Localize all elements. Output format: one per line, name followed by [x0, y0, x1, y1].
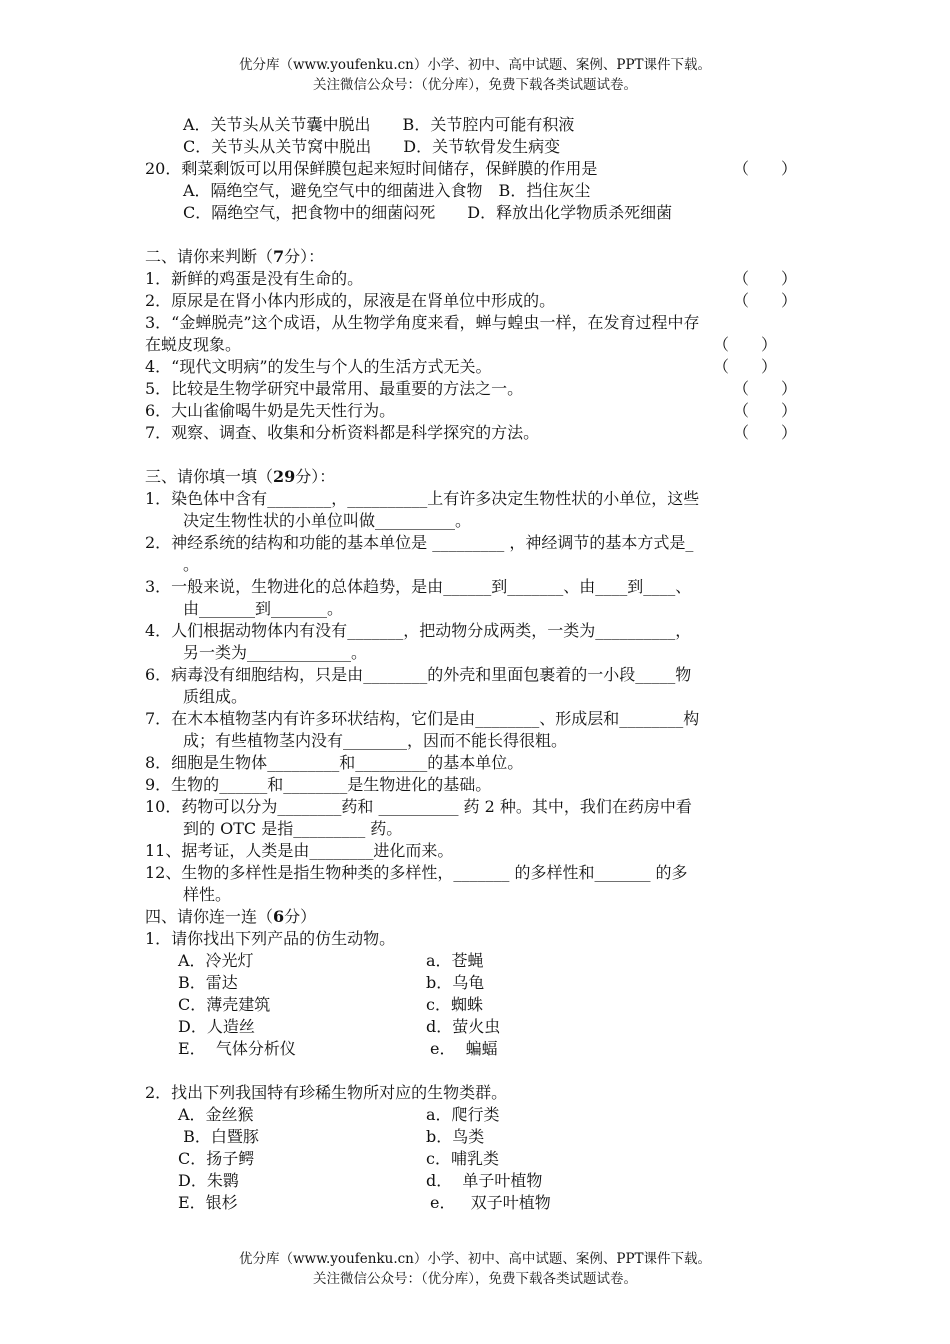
- fill-q4-cont: 另一类为_____________。: [183, 643, 368, 662]
- fill-q12: 12、生物的多样性是指生物种类的多样性，_______ 的多样性和_______ 的多: [145, 863, 688, 882]
- fill-q10-cont: 到的 OTC 是指_________ 药。: [183, 819, 403, 838]
- answer-blank[interactable]: ________: [267, 489, 332, 508]
- match-q1-row: C．薄壳建筑 c．蜘蛛: [178, 995, 483, 1014]
- match-q1-row: E． 气体分析仪 e． 蝙蝠: [178, 1039, 498, 1058]
- fill-q2: 2．神经系统的结构和功能的基本单位是 _________ ，神经调节的基本方式是_: [145, 533, 694, 552]
- match-q2-row: E．银杉 e． 双子叶植物: [178, 1193, 551, 1212]
- judge-item-7: 7．观察、调查、收集和分析资料都是科学探究的方法。 （ ）: [145, 423, 798, 442]
- q19-options-line-2: C．关节头从关节窝中脱出 D．关节软骨发生病变: [183, 137, 561, 156]
- judge-item-6: 6．大山雀偷喝牛奶是先天性行为。 （ ）: [145, 401, 798, 420]
- answer-paren: （ ）: [733, 379, 798, 398]
- answer-blank[interactable]: _________: [293, 819, 366, 838]
- answer-blank[interactable]: _______: [507, 577, 564, 596]
- answer-blank[interactable]: ________: [475, 709, 540, 728]
- answer-paren: （ ）: [733, 269, 798, 288]
- judge-item-1: 1．新鲜的鸡蛋是没有生命的。 （ ）: [145, 269, 798, 288]
- exam-content: [145, 114, 817, 1214]
- q20-stem: 20．剩菜剩饭可以用保鲜膜包起来短时间储存，保鲜膜的作用是 （ ）: [145, 159, 798, 178]
- answer-blank[interactable]: ________: [309, 841, 374, 860]
- match-q2-row: D．朱鹮 d． 单子叶植物: [178, 1171, 543, 1190]
- fill-q1-cont: 决定生物性状的小单位叫做__________。: [183, 511, 472, 530]
- fill-q7: 7．在木本植物茎内有许多环状结构，它们是由________、形成层和________构: [145, 709, 700, 728]
- q19-options-line-1: A．关节头从关节囊中脱出 B．关节腔内可能有积液: [183, 115, 575, 134]
- answer-blank[interactable]: _______: [271, 599, 328, 618]
- answer-blank[interactable]: ________: [343, 731, 408, 750]
- answer-blank[interactable]: _________: [432, 533, 505, 552]
- q20-options-line-1: A．隔绝空气，避免空气中的细菌进入食物 B．挡住灰尘: [183, 181, 591, 200]
- answer-paren: （ ）: [733, 291, 798, 310]
- judge-item-2: 2．原尿是在肾小体内形成的，尿液是在肾单位中形成的。 （ ）: [145, 291, 798, 310]
- answer-blank[interactable]: ________: [363, 665, 428, 684]
- fill-q6-cont: 质组成。: [183, 687, 248, 706]
- header-line-2: 关注微信公众号：（优分库），免费下载各类试题试卷。: [313, 77, 637, 93]
- match-q2-row: C．扬子鳄 c．哺乳类: [178, 1149, 499, 1168]
- answer-blank[interactable]: ________: [277, 797, 342, 816]
- header-line-1: 优分库（www.youfenku.cn）小学、初中、高中试题、案例、PPT课件下载。: [238, 57, 712, 73]
- match-q1-row: B．雷达 b．乌龟: [178, 973, 485, 992]
- answer-paren: （ ）: [733, 401, 798, 420]
- match-q2-row: B．白暨豚 b．鸟类: [178, 1127, 485, 1146]
- answer-blank[interactable]: _______: [199, 599, 256, 618]
- answer-blank[interactable]: __________: [375, 511, 456, 530]
- answer-blank[interactable]: __________: [347, 489, 428, 508]
- answer-paren: （ ）: [713, 335, 778, 354]
- answer-blank[interactable]: ________: [619, 709, 684, 728]
- fill-q9: 9．生物的______和________是生物进化的基础。: [145, 775, 492, 794]
- answer-blank[interactable]: _____________: [247, 643, 352, 662]
- footer-line-2: 关注微信公众号：（优分库），免费下载各类试题试卷。: [313, 1271, 637, 1287]
- answer-blank[interactable]: __________: [595, 621, 676, 640]
- footer-line-1: 优分库（www.youfenku.cn）小学、初中、高中试题、案例、PPT课件下载。: [238, 1251, 712, 1267]
- match-q2-stem: 2．找出下列我国特有珍稀生物所对应的生物类群。: [145, 1083, 508, 1102]
- judge-item-3-cont: 在蜕皮现象。 （ ）: [145, 335, 778, 354]
- answer-blank[interactable]: __________: [378, 797, 459, 816]
- section-3-title: 三、请你填一填（29分）：: [145, 467, 336, 486]
- answer-blank[interactable]: _________: [267, 753, 340, 772]
- answer-paren: （ ）: [713, 357, 778, 376]
- fill-q1: 1．染色体中含有________，__________上有许多决定生物性状的小单位，这些: [145, 489, 700, 508]
- fill-q3: 3．一般来说，生物进化的总体趋势，是由______到_______、由____到____、: [145, 577, 692, 596]
- answer-paren: （ ）: [733, 159, 798, 178]
- match-q2-row: A．金丝猴 a．爬行类: [178, 1105, 500, 1124]
- section-2-title: 二、请你来判断（7分）：: [145, 247, 325, 266]
- fill-q11: 11、据考证，人类是由________进化而来。: [145, 841, 454, 860]
- fill-q3-cont: 由_______到_______。: [183, 599, 344, 618]
- judge-item-4: 4．“现代文明病”的发生与个人的生活方式无关。 （ ）: [145, 357, 778, 376]
- answer-blank[interactable]: _: [685, 533, 694, 552]
- match-q1-stem: 1．请你找出下列产品的仿生动物。: [145, 929, 396, 948]
- answer-blank[interactable]: _______: [453, 863, 510, 882]
- match-q1-row: A．冷光灯 a．苍蝇: [178, 951, 484, 970]
- fill-q6: 6．病毒没有细胞结构，只是由________的外壳和里面包裹着的一小段_____物: [145, 665, 692, 684]
- fill-q10: 10．药物可以分为________药和 __________ 药 2 种。其中，我们在药房中看: [145, 797, 692, 816]
- answer-blank[interactable]: ____: [643, 577, 676, 596]
- fill-q7-cont: 成；有些植物茎内没有________，因而不能长得很粗。: [183, 731, 568, 750]
- match-q1-row: D．人造丝 d．萤火虫: [178, 1017, 501, 1036]
- answer-blank[interactable]: ____: [595, 577, 628, 596]
- fill-q12-cont: 样性。: [183, 885, 232, 904]
- fill-q4: 4．人们根据动物体内有没有_______，把动物分成两类，一类为__________，: [145, 621, 692, 640]
- q20-options-line-2: C．隔绝空气，把食物中的细菌闷死 D．释放出化学物质杀死细菌: [183, 203, 673, 222]
- fill-q8: 8．细胞是生物体_________和_________的基本单位。: [145, 753, 524, 772]
- fill-q2-cont: 。: [183, 555, 200, 574]
- answer-blank[interactable]: _______: [594, 863, 651, 882]
- answer-blank[interactable]: ________: [283, 775, 348, 794]
- page-footer: [0, 1249, 950, 1289]
- answer-blank[interactable]: _____: [635, 665, 676, 684]
- answer-blank[interactable]: ______: [219, 775, 268, 794]
- judge-item-5: 5．比较是生物学研究中最常用、最重要的方法之一。 （ ）: [145, 379, 798, 398]
- section-4-title: 四、请你连一连（6分）: [145, 907, 317, 926]
- judge-item-3: 3．“金蝉脱壳”这个成语，从生物学角度来看，蝉与蝗虫一样，在发育过程中存: [145, 313, 700, 332]
- page-header: [0, 55, 950, 95]
- answer-blank[interactable]: ______: [443, 577, 492, 596]
- answer-blank[interactable]: _______: [347, 621, 404, 640]
- answer-blank[interactable]: _________: [355, 753, 428, 772]
- answer-paren: （ ）: [733, 423, 798, 442]
